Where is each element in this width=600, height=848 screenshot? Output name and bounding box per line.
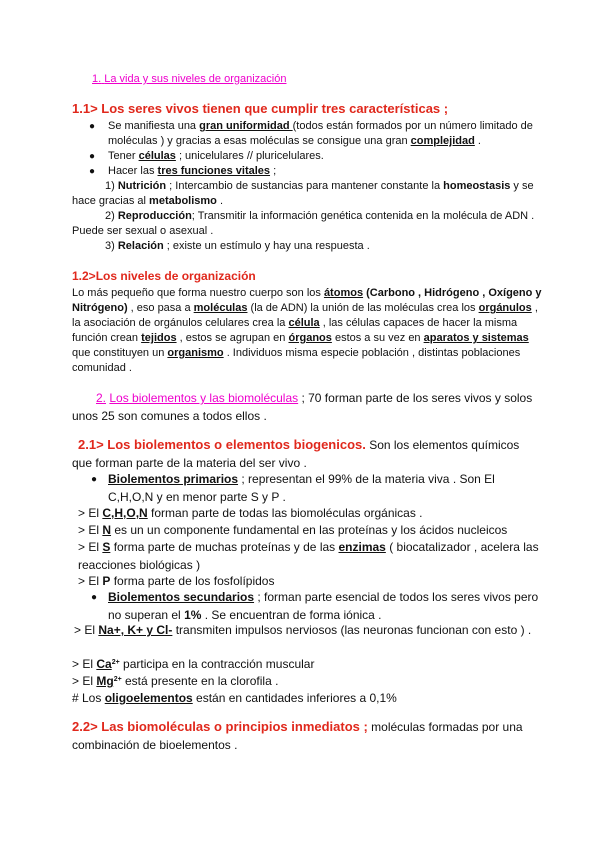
bullet: ●: [89, 166, 96, 177]
section-1-heading: 1. La vida y sus niveles de organización: [92, 73, 287, 85]
bullet: ●: [89, 151, 96, 162]
line-nitrogen: > El N es un un componente fundamental en las proteínas y los ácidos nucleicos: [78, 523, 508, 537]
line-chon: > El C,H,O,N forman parte de todas las biomoléculas orgánicas .: [78, 506, 423, 520]
heading-1-1: 1.1> Los seres vivos tienen que cumplir tres características ;: [72, 101, 449, 116]
bullet: ●: [91, 592, 98, 603]
bullet-cells: Tener células ; unicelulares // pluricelulares.: [108, 150, 324, 162]
bullet: ●: [91, 474, 98, 485]
line-calcium: > El $Ca^{2+}$ participa en la contracción muscular: [72, 657, 315, 671]
line-ions: > El Na+, K+ y Cl- transmiten impulsos nerviosos (las neuronas funcionan con esto ) .: [74, 623, 532, 637]
bullet-uniformity: Se manifiesta una gran uniformidad (todos están formados por un número limitado de moléculas ) y gracias a esas moléculas se consigue una gran complejidad .: [108, 120, 533, 147]
bullet-vital-functions: Hacer las tres funciones vitales ;: [108, 165, 277, 177]
heading-2-2: 2.2> Las biomoléculas o principios inmediatos ; moléculas formadas por una combinación de bioelementos .: [72, 719, 523, 752]
line-phosphorus: > El P forma parte de los fosfolípidos: [78, 574, 275, 588]
secondary-bioelements: Biolementos secundarios ; forman parte esencial de todos los seres vivos pero no superan el 1% . Se encuentran de forma iónica .: [108, 590, 539, 622]
line-oligoelements: # Los oligoelementos están en cantidades inferiores a 0,1%: [72, 691, 397, 705]
heading-2-1: 2.1> Los biolementos o elementos biogenicos. Son los elementos químicos que forman parte de la materia del ser vivo .: [72, 437, 520, 470]
function-nutrition: 1) Nutrición ; Intercambio de sustancias para mantener constante la homeostasis y se hace gracias al metabolismo .: [72, 180, 534, 207]
section-2-heading: 2. Los biolementos y las biomoléculas ; 70 forman parte de los seres vivos y solos unos 25 son comunes a todos ellos .: [72, 391, 533, 423]
line-magnesium: > El $Mg^{2+}$ está presente en la clorofila .: [72, 674, 279, 688]
line-sulfur: > El S forma parte de muchas proteínas y de las enzimas ( biocatalizador , acelera las reacciones biológicas ): [78, 540, 539, 572]
function-reproduction: 2) Reproducción; Transmitir la información genética contenida en la molécula de ADN . Puede ser sexual o asexual .: [72, 210, 535, 237]
organization-levels-paragraph: Lo más pequeño que forma nuestro cuerpo son los átomos (Carbono , Hidrógeno , Oxígeno y Nitrógeno) , eso pasa a moléculas (la de ADN) la unión de las moléculas crea los orgánulos , la asociación de orgánulos celulares crea la célula , las células capaces de hacer la misma función crean tejidos , estos se agrupan en órganos estos a su vez en aparatos y sistemas que constituyen un organismo . Individuos misma especie población , distintas poblaciones comunidad .: [72, 287, 542, 374]
heading-1-2: 1.2>Los niveles de organización: [72, 269, 256, 283]
bullet: ●: [89, 121, 96, 132]
primary-bioelements: Biolementos primarios ; representan el 99% de la materia viva . Son El C,H,O,N y en menor parte S y P .: [108, 472, 495, 504]
function-relation: 3) Relación ; existe un estímulo y hay una respuesta .: [105, 240, 370, 252]
